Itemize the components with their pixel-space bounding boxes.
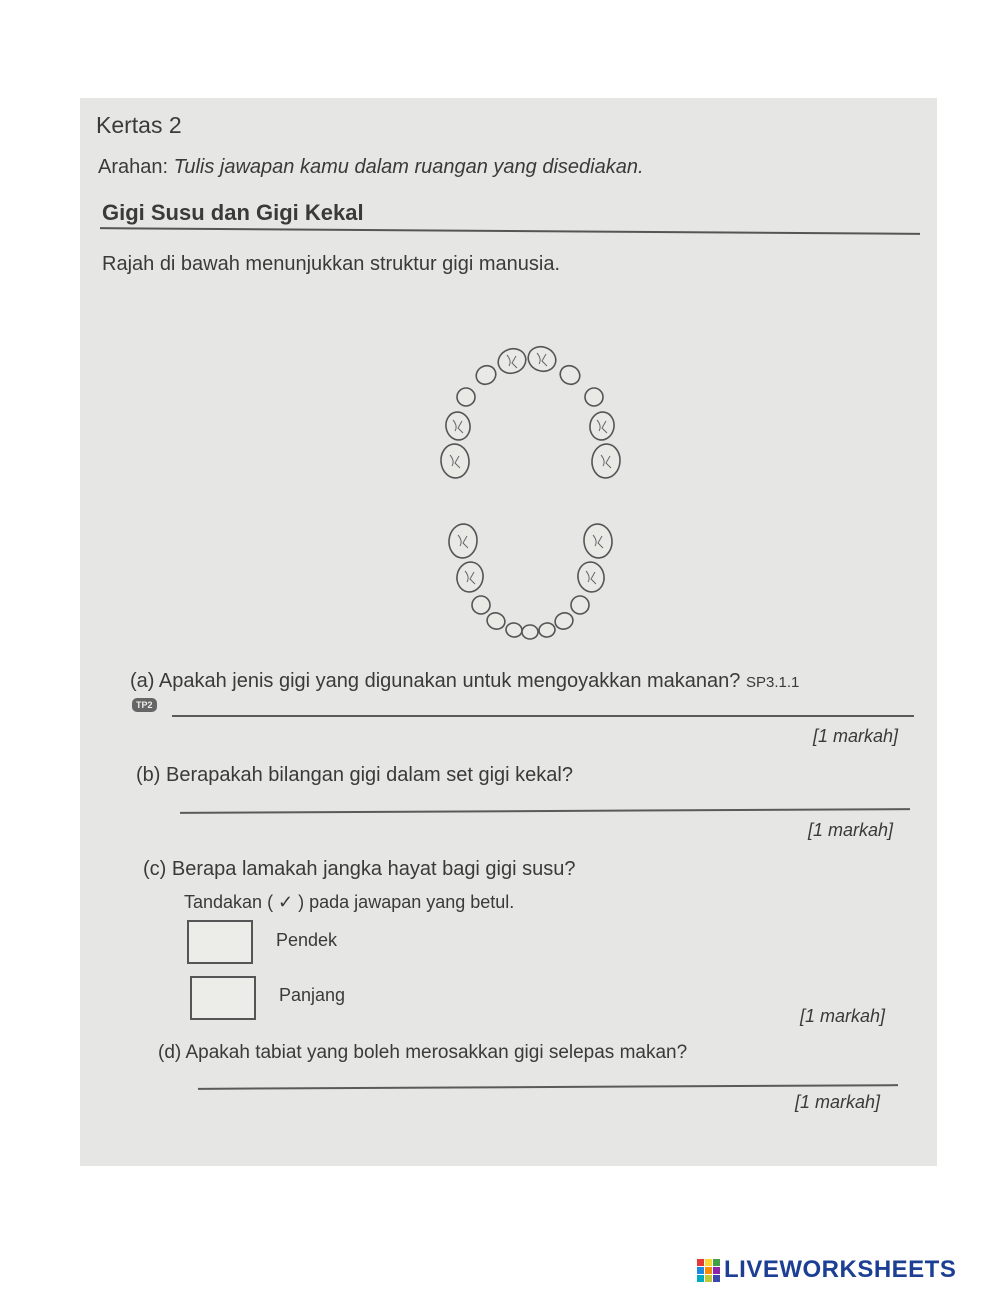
tooth-outline: [485, 610, 507, 631]
tooth-outline: [538, 622, 556, 639]
question-c-text: Berapa lamakah jangka hayat bagi gigi susu?: [171, 858, 576, 880]
logo-square: [697, 1259, 704, 1266]
question-a-text: Apakah jenis gigi yang digunakan untuk mengoyakkan makanan?: [158, 670, 741, 692]
marks-c: [1 markah]: [800, 1006, 886, 1026]
question-c-instruction: Tandakan ( ✓ ) pada jawapan yang betul.: [184, 892, 515, 912]
instruction-text: Tulis jawapan kamu dalam ruangan yang disediakan.: [173, 156, 644, 178]
logo-square: [705, 1275, 712, 1282]
teeth-outlines: [440, 343, 622, 639]
question-c: [143, 858, 576, 881]
logo-icon: [697, 1259, 720, 1282]
logo-square: [713, 1267, 720, 1274]
section-title-underline: [100, 227, 920, 235]
question-b: [136, 764, 573, 787]
instruction-label: Arahan:: [98, 156, 169, 178]
tooth-outline: [588, 410, 616, 442]
logo-square: [697, 1267, 704, 1274]
logo-square: [713, 1259, 720, 1266]
answer-line-b[interactable]: [180, 808, 910, 813]
question-a: [130, 670, 799, 693]
question-d: [158, 1042, 687, 1064]
tooth-outline: [440, 443, 471, 479]
tooth-outline: [525, 343, 560, 375]
logo-square: [705, 1259, 712, 1266]
tooth-outline: [444, 410, 472, 442]
logo-square: [705, 1267, 712, 1274]
marks-b: [1 markah]: [808, 820, 894, 840]
brand-name: LIVEWORKSHEETS: [724, 1256, 957, 1283]
section-title: Gigi Susu dan Gigi Kekal: [102, 200, 364, 225]
tooth-outline: [472, 596, 490, 614]
tooth-outline: [585, 388, 603, 406]
intro-text: Rajah di bawah menunjukkan struktur gigi manusia.: [102, 253, 561, 275]
question-a-label: (a): [130, 670, 155, 692]
answer-line-d[interactable]: [198, 1084, 898, 1089]
option-panjang-label: Panjang: [279, 985, 346, 1005]
question-d-text: Apakah tabiat yang boleh merosakkan gigi selepas makan?: [185, 1042, 688, 1063]
logo-square: [697, 1275, 704, 1282]
marks-d: [1 markah]: [795, 1092, 881, 1112]
tooth-outline: [473, 362, 499, 388]
tooth-outline: [557, 362, 583, 388]
liveworksheets-logo[interactable]: [697, 1256, 956, 1284]
checkbox-panjang[interactable]: [190, 976, 256, 1020]
option-pendek-label: Pendek: [276, 930, 338, 950]
tooth-outline: [576, 560, 607, 594]
paper-label: Kertas 2: [96, 112, 182, 138]
question-d-label: (d): [158, 1042, 182, 1063]
question-b-text: Berapakah bilangan gigi dalam set gigi kekal?: [166, 764, 573, 786]
tooth-outline: [448, 523, 479, 559]
answer-line-a[interactable]: [172, 715, 914, 717]
question-c-label: (c): [143, 858, 167, 880]
tooth-outline: [455, 560, 486, 594]
worksheet-page: [80, 98, 937, 1166]
question-a-code: SP3.1.1: [745, 674, 800, 691]
logo-square: [713, 1275, 720, 1282]
tooth-outline: [591, 443, 622, 479]
tooth-outline: [571, 596, 589, 614]
checkbox-pendek[interactable]: [187, 920, 253, 964]
tp-badge: TP2: [132, 698, 157, 712]
tooth-outline: [522, 625, 538, 639]
tooth-outline: [505, 622, 523, 639]
tooth-outline: [553, 610, 575, 631]
tooth-outline: [457, 388, 475, 406]
teeth-arch-diagram: [430, 333, 630, 643]
marks-a: [1 markah]: [813, 726, 899, 746]
tooth-outline: [583, 523, 614, 559]
instruction-line: [98, 156, 644, 179]
question-b-label: (b): [136, 764, 161, 786]
tooth-outline: [495, 345, 530, 377]
